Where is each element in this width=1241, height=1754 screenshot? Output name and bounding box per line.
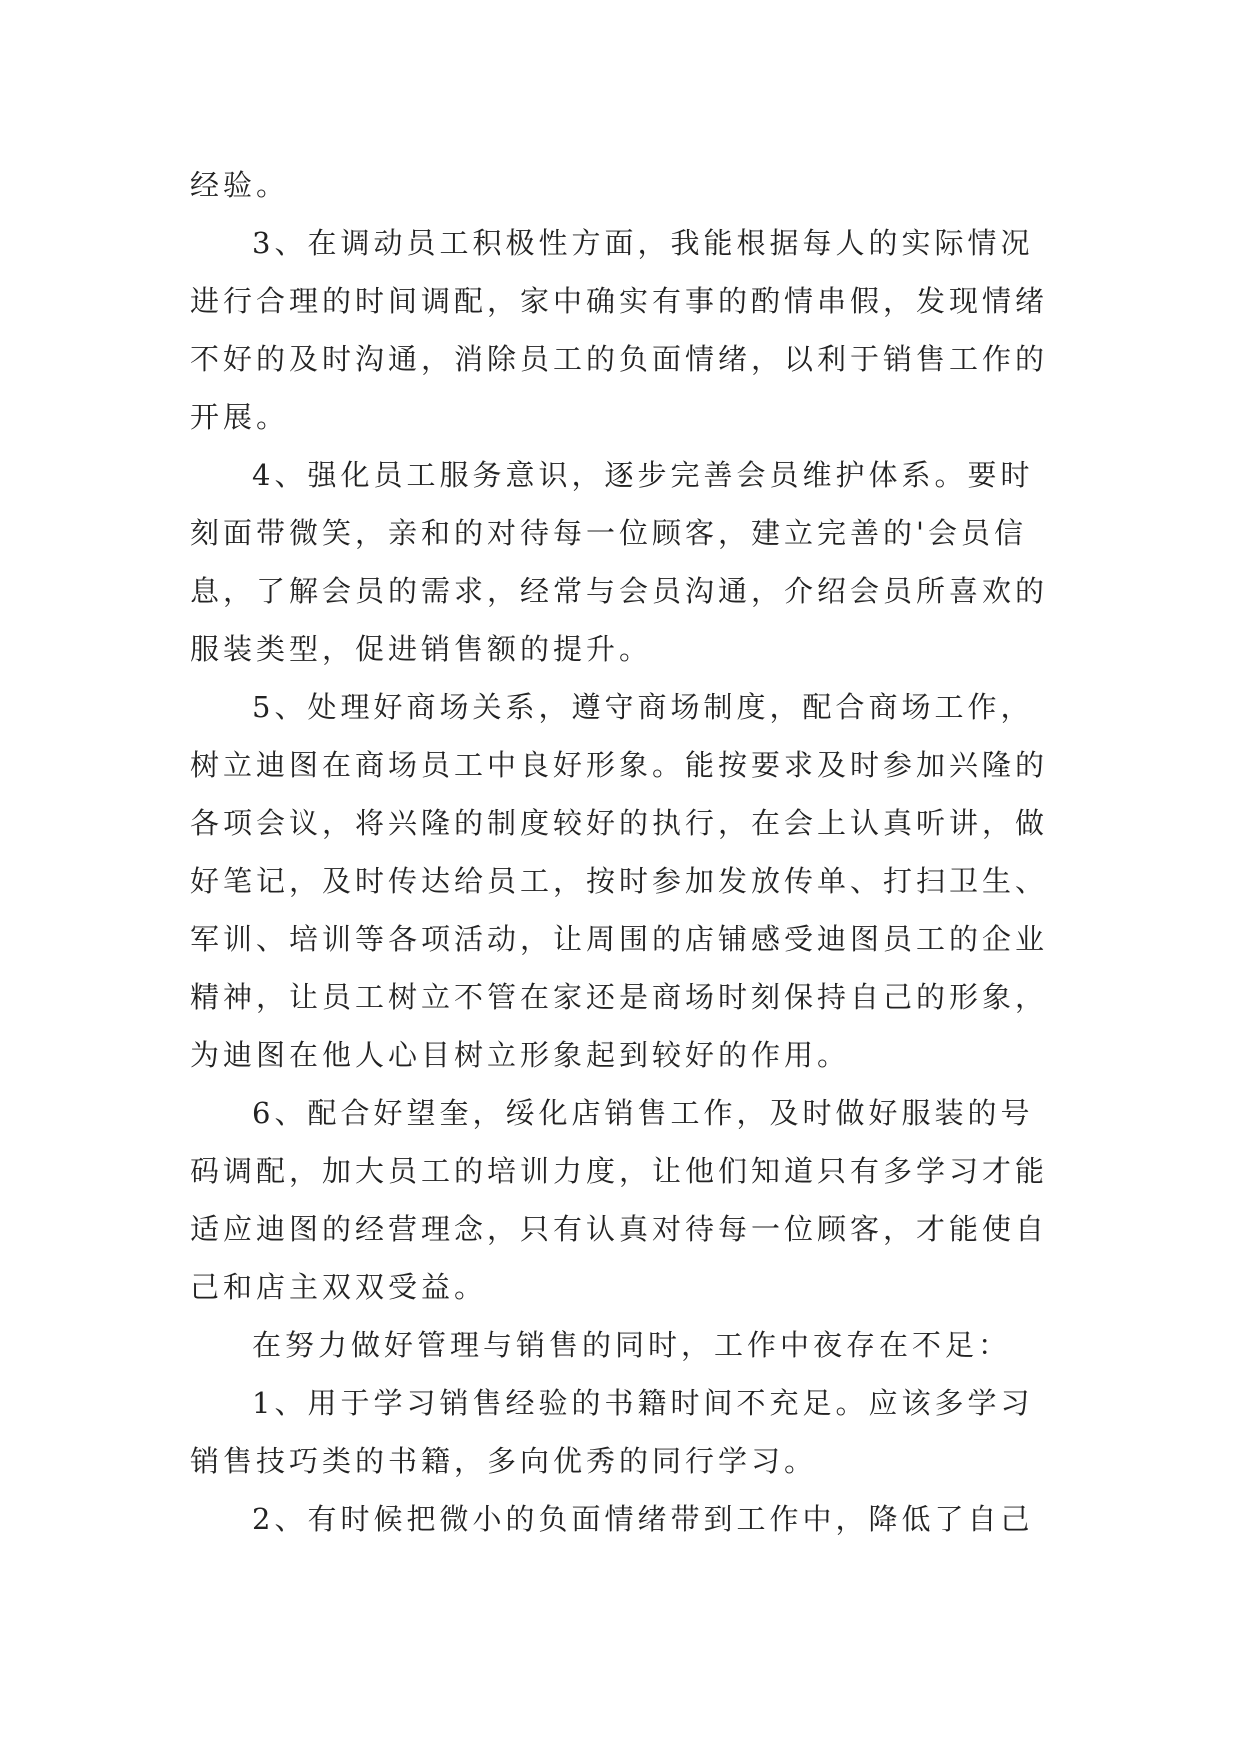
text-line: 进行合理的时间调配，家中确实有事的酌情串假，发现情绪 <box>190 284 1049 318</box>
text-line: 5、处理好商场关系，遵守商场制度，配合商场工作， <box>252 690 1034 724</box>
text-line: 3、在调动员工积极性方面，我能根据每人的实际情况 <box>252 226 1034 260</box>
text-line: 销售技巧类的书籍，多向优秀的同行学习。 <box>190 1444 818 1478</box>
text-line: 码调配，加大员工的培训力度，让他们知道只有多学习才能 <box>190 1154 1049 1188</box>
document-body <box>190 156 1060 1548</box>
text-line: 1、用于学习销售经验的书籍时间不充足。应该多学习 <box>252 1386 1034 1420</box>
text-line: 服装类型，促进销售额的提升。 <box>190 632 653 666</box>
text-line: 不好的及时沟通，消除员工的负面情绪，以利于销售工作的 <box>190 342 1049 376</box>
text-line: 军训、培训等各项活动，让周围的店铺感受迪图员工的企业 <box>190 922 1049 956</box>
text-line: 己和店主双双受益。 <box>190 1270 488 1304</box>
text-line: 适应迪图的经营理念，只有认真对待每一位顾客，才能使自 <box>190 1212 1049 1246</box>
text-line: 开展。 <box>190 400 290 434</box>
text-line: 为迪图在他人心目树立形象起到较好的作用。 <box>190 1038 851 1072</box>
text-line: 4、强化员工服务意识，逐步完善会员维护体系。要时 <box>252 458 1034 492</box>
text-line: 树立迪图在商场员工中良好形象。能按要求及时参加兴隆的 <box>190 748 1049 782</box>
text-line: 6、配合好望奎，绥化店销售工作，及时做好服装的号 <box>252 1096 1034 1130</box>
text-line: 经验。 <box>190 168 290 202</box>
text-line: 好笔记，及时传达给员工，按时参加发放传单、打扫卫生、 <box>190 864 1049 898</box>
text-line: 精神，让员工树立不管在家还是商场时刻保持自己的形象， <box>190 980 1049 1014</box>
text-line: 在努力做好管理与销售的同时，工作中夜存在不足： <box>252 1328 1012 1362</box>
text-line: 息，了解会员的需求，经常与会员沟通，介绍会员所喜欢的 <box>190 574 1049 608</box>
text-line: 各项会议，将兴隆的制度较好的执行，在会上认真听讲，做 <box>190 806 1049 840</box>
text-line: 2、有时候把微小的负面情绪带到工作中，降低了自己 <box>252 1502 1034 1536</box>
text-line: 刻面带微笑，亲和的对待每一位顾客，建立完善的'会员信 <box>190 516 1027 550</box>
